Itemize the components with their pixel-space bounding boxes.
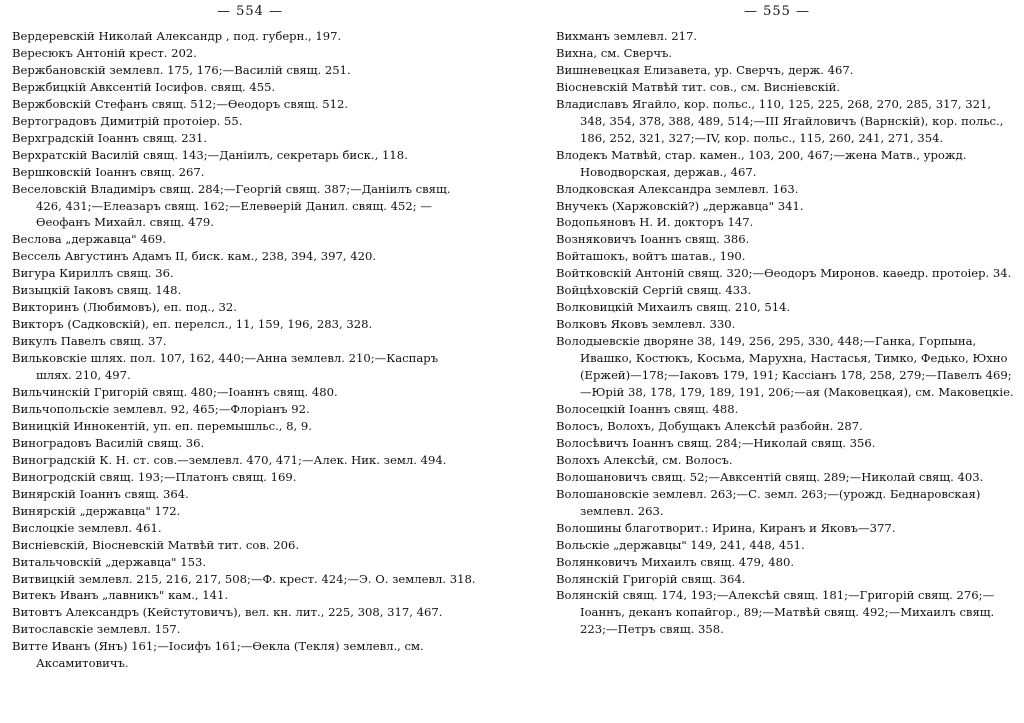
index-entry: Винярскій Іоаннъ свящ. 364. (12, 486, 189, 501)
index-entry: Волосъ, Волохъ, Добущакъ Алексѣй разбойн. 287. (556, 418, 863, 433)
index-entry: Возняковичъ Іоаннъ свящ. 386. (556, 232, 750, 247)
index-entry: Вихманъ землевл. 217. (556, 29, 698, 43)
index-entry: Вержбицкій Авксентій Іосифов. свящ. 455. (12, 79, 276, 94)
index-entry: Войташокъ, войтъ шатав., 190. (556, 249, 746, 264)
right-page (530, 0, 1024, 723)
index-entry: Вольскіе „державцы" 149, 241, 448, 451. (556, 537, 805, 552)
index-entry: Вислоцкіе землевл. 461. (12, 520, 162, 535)
page-number: — 555 — (743, 4, 811, 19)
index-entry: Вершковскій Іоаннъ свящ. 267. (12, 164, 205, 179)
index-entries (12, 28, 476, 672)
index-entry: Волошановичъ свящ. 52;—Авксентій свящ. 289;—Николай свящ. 403. (556, 469, 984, 484)
index-entry: Вильчинскій Григорій свящ. 480;—Іоаннъ свящ. 480. (12, 385, 338, 400)
index-entry: Водопьяновъ Н. И. докторъ 147. (556, 215, 754, 230)
index-entry: Вересюкъ Антоній крест. 202. (12, 45, 197, 60)
index-entry: Волковъ Яковъ землевл. 330. (556, 317, 736, 332)
index-entry: Віосневскій Матвѣй тит. сов., см. Висніевскій. (556, 79, 841, 94)
index-entry: Витвицкій землевл. 215, 216, 217, 508;—Ф. крест. 424;—Э. О. землевл. 318. (12, 571, 476, 586)
index-entries (556, 28, 1018, 638)
index-entry: Войтковскій Антоній свящ. 320;—Ѳеодоръ Миронов. каѳедр. протоіер. 34. (556, 266, 1012, 281)
index-entry: Волянскій свящ. 174, 193;—Алексѣй свящ. 181;—Григорій свящ. 276;—Іоаннъ, деканъ копайгор., 89;—Матвѣй свящ. 492;—Михаилъ свящ. 223;—Петръ свящ. 358. (556, 588, 995, 637)
index-entry: Волянскій Григорій свящ. 364. (556, 571, 746, 586)
index-entry: Викторинъ (Любимовъ), еп. под., 32. (12, 300, 237, 315)
index-entry: Витовтъ Александръ (Кейстутовичъ), вел. кн. лит., 225, 308, 317, 467. (12, 605, 443, 620)
index-entry: Вишневецкая Елизавета, ур. Сверчъ, держ. 467. (556, 62, 854, 77)
index-entry: Виноградскій К. Н. ст. сов.—землевл. 470, 471;—Алек. Ник. земл. 494. (12, 452, 447, 467)
index-entry: Викторъ (Садковскій), еп. перелсл., 11, 159, 196, 283, 328. (12, 317, 373, 332)
index-entry: Витекъ Иванъ „лавникъ" кам., 141. (12, 588, 229, 603)
index-entry: Виногродскій свящ. 193;—Платонъ свящ. 169. (12, 469, 297, 484)
index-entry: Вержбановскій землевл. 175, 176;—Василій свящ. 251. (12, 62, 351, 77)
index-entry: Витальчовскій „державца" 153. (12, 554, 207, 569)
index-entry: Володыевскіе дворяне 38, 149, 256, 295, 330, 448;—Ганка, Горпына, Ивашко, Костюкъ, Косьма, Маруxна, Настасья, Тимко, Федько, Юхно (Ержей)—178;—Іаковъ 179, 191; Кассіанъ 178, 258, 279;—Павелъ 469;—Юрій 38, 178, 179, 189, 191, 206;—ая (Маковецкая), см. Маковецкіе. (556, 334, 1014, 400)
index-entry: Внучекъ (Харжовскій?) „державца" 341. (556, 198, 804, 213)
index-entry: Вердеревскій Николай Александр , под. губерн., 197. (12, 29, 342, 43)
index-entry: Войцѣховскій Сергій свящ. 433. (556, 283, 752, 298)
index-entry: Виноградовъ Василій свящ. 36. (12, 435, 205, 450)
left-page (0, 0, 500, 723)
index-entry: Витте Иванъ (Янъ) 161;—Іосифъ 161;—Ѳекла (Текля) землевл., см. Аксамитовичъ. (12, 639, 424, 671)
index-entry: Верхратскій Василій свящ. 143;—Даніилъ, секретарь биск., 118. (12, 147, 408, 162)
index-entry: Волошановскіе землевл. 263;—С. земл. 263;—(урожд. Беднаровская) землевл. 263. (556, 486, 981, 518)
index-entry: Веселовскій Владиміръ свящ. 284;—Георгій свящ. 387;—Даніилъ свящ. 426, 431;—Елеазаръ свящ. 162;—Елевѳерій Данил. свящ. 452; —Ѳеофанъ Михайл. свящ. 479. (12, 181, 451, 230)
index-entry: Винярскій „державца" 172. (12, 503, 181, 518)
page-number: — 554 — (216, 4, 284, 19)
index-entry: Вессель Августинъ Адамъ II, биск. кам., 238, 394, 397, 420. (12, 249, 377, 264)
index-entry: Вильчопольскіе землевл. 92, 465;—Флоріанъ 92. (12, 401, 310, 416)
index-entry: Виницкій Иннокентій, уп. еп. перемышльс., 8, 9. (12, 418, 312, 433)
index-entry: Викулъ Павелъ свящ. 37. (12, 334, 167, 349)
index-entry: Веслова „державца" 469. (12, 232, 167, 247)
index-entry: Волянковичъ Михаилъ свящ. 479, 480. (556, 554, 795, 569)
index-entry: Волосецкій Іоаннъ свящ. 488. (556, 401, 739, 416)
index-entry: Витославскіе землевл. 157. (12, 622, 181, 637)
index-entry: Вильковскіе шлях. пол. 107, 162, 440;—Анна землевл. 210;—Каспаръ шлях. 210, 497. (12, 351, 439, 383)
index-entry: Волковицкій Михаилъ свящ. 210, 514. (556, 300, 791, 315)
index-entry: Влодковская Александра землевл. 163. (556, 181, 799, 196)
index-entry: Визыцкій Іаковъ свящ. 148. (12, 283, 182, 298)
index-entry: Вержбовскій Стефанъ свящ. 512;—Ѳеодоръ свящ. 512. (12, 96, 349, 111)
index-entry: Висніевскій, Віосневскій Матвѣй тит. сов. 206. (12, 537, 300, 552)
index-entry: Вигура Кириллъ свящ. 36. (12, 266, 174, 281)
index-entry: Вихна, см. Сверчъ. (556, 45, 673, 60)
index-entry: Влодекъ Матвѣй, стар. камен., 103, 200, 467;—жена Матв., урожд. Новодворская, держав., 467. (556, 147, 967, 179)
index-entry: Волохъ Алексѣй, см. Волосъ. (556, 452, 733, 467)
index-entry: Владиславъ Ягайло, кор. польс., 110, 125, 225, 268, 270, 285, 317, 321, 348, 354, 378, 388, 489, 514;—III Ягайловичъ (Варнскій), кор. польс., 186, 252, 321, 327;—IV, кор. польс., 115, 260, 241, 271, 354. (556, 96, 1004, 145)
index-entry: Верхградскій Іоаннъ свящ. 231. (12, 130, 208, 145)
index-entry: Волосѣвичъ Іоаннъ свящ. 284;—Николай свящ. 356. (556, 435, 876, 450)
index-entry: Волошины благотворит.: Ирина, Киранъ и Яковъ—377. (556, 520, 896, 535)
index-entry: Вертоградовъ Димитрій протоіер. 55. (12, 113, 243, 128)
